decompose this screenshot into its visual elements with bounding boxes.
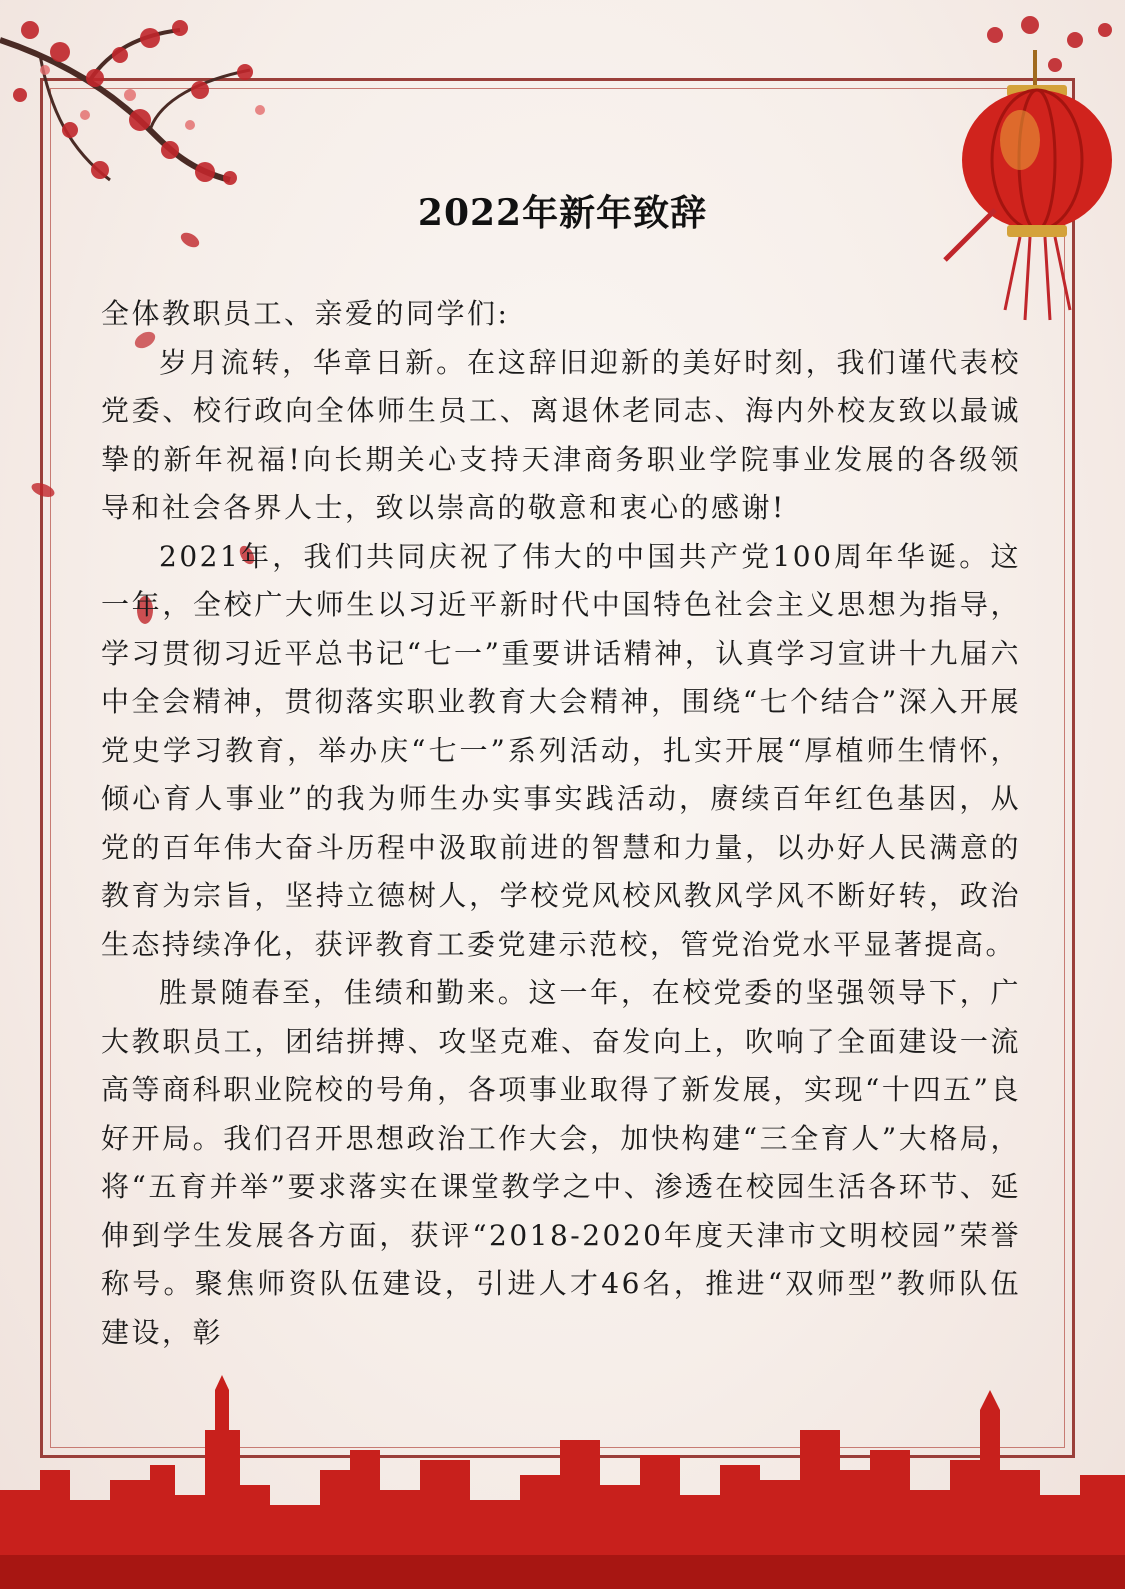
salutation: 全体教职员工、亲爱的同学们: bbox=[101, 297, 510, 330]
petal-icon bbox=[28, 480, 58, 500]
city-skyline-icon bbox=[0, 1370, 1125, 1589]
letter-body bbox=[101, 290, 1021, 1357]
paragraph-3: 胜景随春至，佳绩和勤来。这一年，在校党委的坚强领导下，广大教职员工，团结拼搏、攻坚克难、奋发向上，吹响了全面建设一流高等商科职业院校的号角，各项事业取得了新发展，实现“十四五”良好开局。我们召开思想政治工作大会，加快构建“三全育人”大格局，将“五育并举”要求落实在课堂教学之中、渗透在校园生活各环节、延伸到学生发展各方面，获评“2018-2020年度天津市文明校园”荣誉称号。聚焦师资队伍建设，引进人才46名，推进“双师型”教师队伍建设，彰 bbox=[101, 976, 1021, 1349]
red-lantern-icon bbox=[935, 10, 1125, 330]
paragraph-1: 岁月流转，华章日新。在这辞旧迎新的美好时刻，我们谨代表校党委、校行政向全体师生员工、离退休老同志、海内外校友致以最诚挚的新年祝福!向长期关心支持天津商务职业学院事业发展的各级领导和社会各界人士，致以崇高的敬意和衷心的感谢! bbox=[101, 345, 1021, 524]
document-title: 2022年新年致辞 bbox=[417, 192, 708, 234]
paragraph-2: 2021年，我们共同庆祝了伟大的中国共产党100周年华诞。这一年，全校广大师生以习近平新时代中国特色社会主义思想为指导，学习贯彻习近平总书记“七一”重要讲话精神，认真学习宣讲十九届六中全会精神，贯彻落实职业教育大会精神，围绕“七个结合”深入开展党史学习教育，举办庆“七一”系列活动，扎实开展“厚植师生情怀，倾心育人事业”的我为师生办实事实践活动，赓续百年红色基因，从党的百年伟大奋斗历程中汲取前进的智慧和力量，以办好人民满意的教育为宗旨，坚持立德树人，学校党风校风教风学风不断好转，政治生态持续净化，获评教育工委党建示范校，管党治党水平显著提高。 bbox=[101, 539, 1021, 961]
